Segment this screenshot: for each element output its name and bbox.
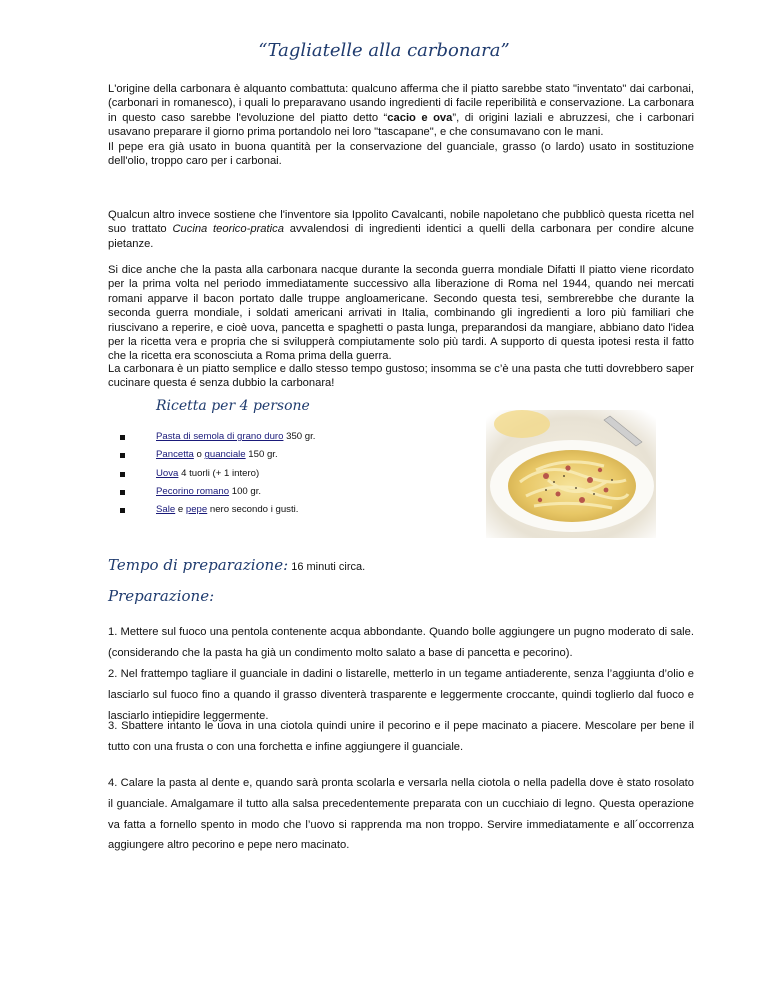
- list-item: [118, 483, 398, 501]
- ingredient-link[interactable]: Pecorino romano: [156, 485, 230, 497]
- prep-time-heading: Tempo di preparazione:: [108, 556, 289, 574]
- ingredient-link[interactable]: pepe: [185, 504, 208, 516]
- list-item: [118, 465, 398, 483]
- page-title: “Tagliatelle alla carbonara”: [258, 40, 510, 61]
- intro-paragraph-3: [108, 263, 694, 364]
- intro-text: Qualcun altro invece sostiene che l'inventore sia Ippolito Cavalcanti, nobile napoletano che pubblicò questa ricetta nel suo trattato: [108, 209, 694, 236]
- ingredient-link[interactable]: Sale: [156, 504, 176, 516]
- intro-text: L'origine della carbonara è alquanto combattuta: qualcuno afferma che il piatto sarebbe stato "inventato" dai carbonai, (carbonari in romanesco), i quali lo preparavano usando ingredienti di facile reperibilità e conservazione. La carbonara in questo caso sarebbe l'evoluzione del piatto detto “: [108, 83, 694, 124]
- ingredient-conj: e: [175, 504, 186, 516]
- intro-text: avvalendosi di ingredienti identici a quelli della carbonara per condire alcune pietanze.: [108, 223, 694, 250]
- list-item: [118, 501, 398, 519]
- prep-time-value: 16 minuti circa.: [288, 561, 366, 573]
- step-3: 3. Sbattere intanto le uova in una ciotola quindi unire il pecorino e il pepe macinato a piacere. Mescolare per bene il tutto con una frusta o con una forchetta e infine aggiungere il guanciale.: [108, 720, 694, 753]
- list-item: [118, 428, 398, 446]
- preparation-heading: Preparazione:: [108, 587, 215, 605]
- ingredient-qty: 350 gr.: [283, 431, 316, 442]
- prep-time: [108, 556, 365, 575]
- intro-paragraph-1: [108, 82, 694, 168]
- ingredient-qty: 4 tuorli (+ 1 intero): [178, 467, 260, 479]
- ingredient-link[interactable]: Pasta di semola di grano duro: [156, 431, 284, 442]
- ingredient-conj: o: [193, 449, 205, 461]
- ingredient-qty: nero secondo i gusti.: [207, 504, 299, 516]
- step-4: 4. Calare la pasta al dente e, quando sarà pronta scolarla e versarla nella ciotola o nella padella dove è stato rosolato il guanciale. Amalgamare il tutto alla salsa precedentemente preparata con un cucchiaio di legno. Questa operazione va fatta a fornello spento in modo che l’uovo si rapprenda ma non troppo. Servire immediatamente e all´occorrenza aggiungere altro pecorino e pepe nero macinato.: [108, 777, 694, 852]
- ingredients-list: [118, 428, 398, 519]
- list-item: [118, 446, 398, 464]
- ingredient-link[interactable]: guanciale: [204, 449, 246, 461]
- ingredient-qty: 100 gr.: [229, 485, 262, 497]
- intro-text: ”, di origini laziali e abruzzesi, che i carbonari usavano preparare il giorno prima portandolo nei loro "tascapane", e che consumavano con le mani.: [108, 111, 695, 139]
- italic-title: Cucina teorico-pratica: [172, 223, 284, 236]
- intro-text: Si dice anche che la pasta alla carbonara nacque durante la seconda guerra mondiale Difatti Il piatto viene ricordato per la prima volta nel periodo immediatamente successivo alla liberazione di Roma nel 1944, quando nei mercati romani apparve il bacon portato dalle truppe angloamericane. Secondo questa tesi, sembrerebbe che durante la seconda guerra mondiale, i soldati americani arrivati in Italia, combinando gli ingredienti a loro più familiari che riuscivano a reperire, e cioè uova, pancetta e spaghetti o pasta lunga, preparandosi da mangiare, abbiano dato l'idea per la ricetta vera e propria che si svilupperà compiutamente solo più tardi. A supporto di questa ipotesi resta il fatto che la ricetta era sconosciuta a Roma prima della guerra.: [108, 264, 694, 363]
- recipe-heading: Ricetta per 4 persone: [156, 398, 310, 414]
- carbonara-image: [486, 410, 656, 538]
- step-1: 1. Mettere sul fuoco una pentola contenente acqua abbondante. Quando bolle aggiungere un pugno moderato di sale. (considerando che la pasta ha già un condimento molto salato a base di pancetta e pecorino).: [108, 626, 694, 659]
- ingredient-link[interactable]: Uova: [156, 467, 179, 479]
- intro-text: Il pepe era già usato in buona quantità per la conservazione del guanciale, grasso (o lardo) usato in sostituzione dell'olio, troppo caro per i carbonai.: [108, 140, 694, 168]
- ingredient-qty: 150 gr.: [245, 449, 278, 461]
- bold-term: cacio e ova: [387, 111, 453, 124]
- pasta-photo: [486, 410, 656, 538]
- ingredient-link[interactable]: Pancetta: [156, 449, 194, 461]
- intro-text: La carbonara è un piatto semplice e dallo stesso tempo gustoso; insomma se c’è una pasta che tutti dovrebbero saper cucinare questa é senza dubbio la carbonara!: [108, 363, 694, 390]
- step-2: 2. Nel frattempo tagliare il guanciale in dadini o listarelle, metterlo in un tegame antiaderente, senza l’aggiunta d’olio e lasciarlo sul fuoco fino a quando il grasso diventerà trasparente e leggermente croccante, quindi toglierlo dal fuoco e lasciarlo intiepidire leggermente.: [108, 668, 694, 722]
- intro-paragraph-2: [108, 208, 694, 251]
- intro-paragraph-4: [108, 362, 694, 391]
